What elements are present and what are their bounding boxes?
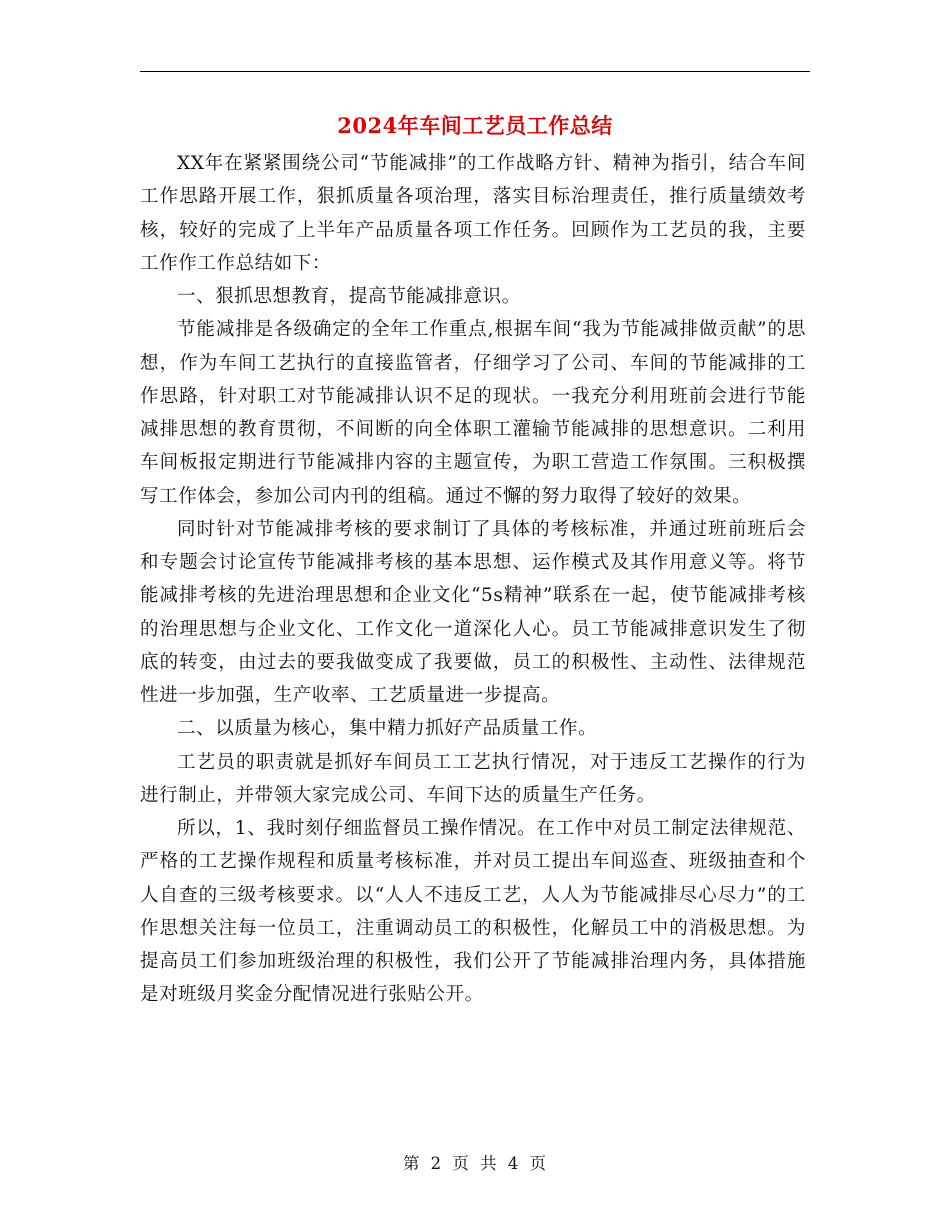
footer-page-unit: 页 (452, 1154, 470, 1173)
document-body (140, 147, 806, 1012)
paragraph-supervision: 所以，1、我时刻仔细监督员工操作情况。在工作中对员工制定法律规范、严格的工艺操作规程和质量考核标准，并对员工提出车间巡查、班级抽查和个人自查的三级考核要求。以“人人不违反工艺，人人为节能减排尽心尽力”的工作思想关注每一位员工，注重调动员工的积极性，化解员工中的消极思想。为提高员工们参加班级治理的积极性，我们公开了节能减排治理内务，具体措施是对班级月奖金分配情况进行张贴公开。 (140, 818, 806, 1006)
footer-total-pages: 4 (507, 1154, 520, 1173)
paragraph-assessment: 同时针对节能减排考核的要求制订了具体的考核标准，并通过班前班后会和专题会讨论宣传节能减排考核的基本思想、运作模式及其作用意义等。将节能减排考核的先进治理思想和企业文化“5s精神”联系在一起，使节能减排考核的治理思想与企业文化、工作文化一道深化人心。员工节能减排意识发生了彻底的转变，由过去的要我做变成了我要做，员工的积极性、主动性、法律规范性进一步加强，生产收率、工艺质量进一步提高。 (140, 518, 806, 706)
paragraph-intro: XX年在紧紧围绕公司“节能减排”的工作战略方针、精神为指引，结合车间工作思路开展工作，狠抓质量各项治理，落实目标治理责任，推行质量绩效考核，较好的完成了上半年产品质量各项工作任务。回顾作为工艺员的我，主要工作作工作总结如下： (140, 153, 806, 274)
footer-prefix: 第 (402, 1154, 421, 1173)
footer-total-prefix: 共 (480, 1154, 498, 1173)
paragraph-energy-saving: 节能减排是各级确定的全年工作重点,根据车间“我为节能减排做贡献”的思想，作为车间工艺执行的直接监管者，仔细学习了公司、车间的节能减排的工作思路，针对职工对节能减排认识不足的现状。一我充分利用班前会进行节能减排思想的教育贯彻，不间断的向全体职工灌输节能减排的思想意识。二利用车间板报定期进行节能减排内容的主题宣传，为职工营造工作氛围。三积极撰写工作体会，参加公司内刊的组稿。通过不懈的努力取得了较好的效果。 (140, 319, 806, 507)
header-rule (140, 71, 810, 72)
paragraph-duty: 工艺员的职责就是抓好车间员工工艺执行情况，对于违反工艺操作的行为进行制止，并带领大家完成公司、车间下达的质量生产任务。 (140, 751, 806, 806)
footer-total-unit: 页 (529, 1154, 548, 1173)
footer-page-number: 2 (430, 1154, 443, 1173)
page-footer (140, 1152, 810, 1176)
section-heading-1: 一、狠抓思想教育，提高节能减排意识。 (177, 286, 521, 307)
document-title: 2024年车间工艺员工作总结 (337, 113, 613, 138)
section-heading-2: 二、以质量为核心，集中精力抓好产品质量工作。 (177, 718, 598, 740)
